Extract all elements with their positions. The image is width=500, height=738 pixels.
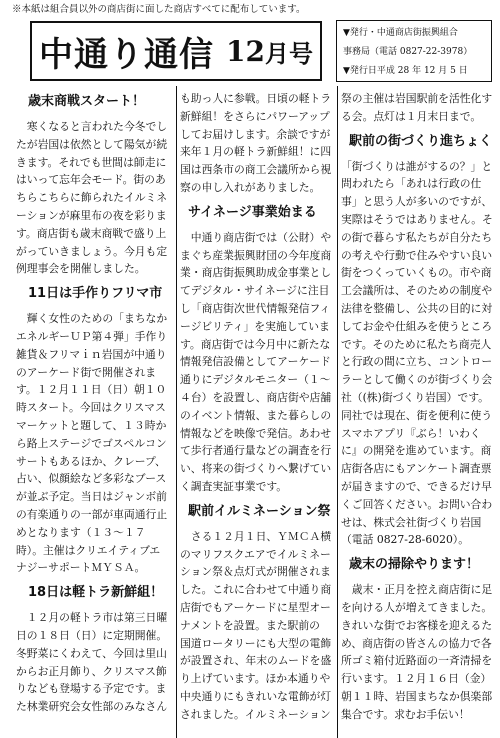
text-line: す。商店街では今月中に新たな [180,337,331,351]
text-line: た林業研究会女性部のみなさん [16,700,168,714]
text-line: くご回答ください。お問い合わ [341,497,493,511]
text-line: に』の開発を進めています。商 [341,444,492,458]
publisher-name: ▼発行・中通商店街振興組合 [343,28,458,38]
article-body [180,229,334,496]
text-line: マーケットと題して、１３時か [16,418,167,432]
text-line: のイベント情報、また暮らしの [180,408,332,422]
text-line: 寒くなると言われた今冬でし [16,120,168,133]
article-year-end-sale [16,92,172,278]
text-line: す。１２月１１日（日）朝１０ [16,383,167,397]
text-line: 歳末・正月を控え商店街に足 [341,583,493,597]
text-line: たが岩国は依然として陽気が続 [16,137,168,151]
column-2 [180,86,334,738]
text-line: く調査実証事業です。 [180,479,288,493]
article-body [341,90,495,126]
text-line: ション祭＆点灯式が開催されま [180,565,331,579]
text-line: ナジーサポートＭＹＳＡ。 [16,561,146,575]
text-line: も助っ人に参戦。日頃の軽トラ [180,92,332,105]
text-line: スマホアプリ『ぶら！いわく [341,426,481,440]
text-line: 問われたら「あれは行政の仕 [341,177,482,191]
article-heading: 歳末商戦スタート！ [28,94,146,109]
text-line: の街で暮らす私たちが自分たち [341,230,493,244]
text-line: が並ぶ予定。当日はジャンボ前 [16,490,167,504]
text-line: りなども登場する予定です。ま [16,682,167,696]
column-3 [341,86,495,738]
text-line: してお届けします。余談ですが [180,127,331,141]
article-body [16,310,172,577]
text-line: してお金や仕組みを使うところ [341,319,493,333]
text-line: し「商店街次世代情報発信フィ [180,301,331,315]
text-line: 時）。主催はクリエイティブエ [16,543,161,557]
text-line: 日の１８日（日）に定期開催。 [16,628,168,642]
issue-suffix: 月号 [264,38,313,68]
article-body [341,158,495,550]
article-body [16,118,172,278]
text-line: 実際はそうではありません。そ [341,212,493,226]
text-line: 事」と思う人が多いのですが、 [341,195,493,209]
text-line: 国は西条市の商工会議所から視 [180,163,332,177]
text-line: り上げています。ほか本通りや [180,672,331,686]
article-kei-truck-market-continued [180,90,334,197]
article-heading: 駅前の街づくり進ちょく [349,133,493,149]
text-line: が設置され、年末のムードを盛 [180,654,332,668]
article-heading: 11日は手作りフリマ市 [28,286,163,302]
text-line: 店街でもアーケードに星型オー [180,600,331,614]
publisher-office-phone: 事務局（電話 0827-22-3978） [343,47,473,57]
text-line: エネルギーＵＰ第４弾」手作り [16,329,168,343]
text-line: 来年１月の軽トラ新鮮組！に四 [180,145,332,159]
article-year-end-cleanup [341,555,495,723]
text-line: さる１２月１日、ＹＭＣＡ横 [180,529,332,543]
article-heading: サイネージ事業始まる [188,204,317,220]
text-line: 集合です。求むお手伝い！ [341,707,470,721]
text-line: 店街各店にもアンケート調査票 [341,462,492,476]
text-line: 雑貨＆フリマｉｎ岩国が中通り [16,347,167,361]
text-line: 中通り商店街では（公財）や [180,230,332,244]
publisher-info [336,20,492,82]
text-line: の有楽通りの一部が車両通行止 [16,507,168,521]
text-line: 例理事会を開催しました。 [16,262,146,276]
article-digital-signage [180,203,334,496]
text-line: きれいな街でお客様を迎えるた [341,618,493,632]
text-line: い、将来の街づくりへ繋げてい [180,462,332,476]
text-line: 輝く女性のための「まちなか [16,312,168,326]
text-line: ４台）を設置し、商店街や店舗 [180,390,332,404]
text-line: 行います。１２月１６日（金） [341,672,492,686]
column-1 [16,86,172,738]
text-line: す。商店街も歳末商戦で盛り上 [16,226,167,240]
text-line: 察の申し入れがありました。 [180,180,321,194]
text-line: からお正月飾り、クリスマス飾 [16,664,167,678]
article-heading: 駅前イルミネーション祭 [188,503,331,519]
article-body [16,609,172,716]
text-line: 冬野菜にくわえて、今回は里山 [16,646,167,660]
text-line: 業・商店街振興助成金事業とし [180,266,332,280]
text-line: せは、株式会社街づくり岩国 [341,515,482,529]
text-line: 祭の主催は岩国駅前を活性化す [341,92,493,105]
text-line: まぐち産業振興財団の今年度商 [180,248,332,262]
text-line: ージビリティ」を実施していま [180,319,330,333]
text-line: を向ける人が増えてきました。 [341,600,493,614]
article-handmade-flea-market [16,284,172,577]
text-line: 法律を整備し、公共の目的に対 [341,301,493,315]
distribution-notice: ※本紙は組合員以外の商店街に面した商店すべてに配布しています。 [12,4,306,15]
text-line: のマリフスクエアでイルミネー [180,547,331,561]
text-line: が届きますので、できるだけ早 [341,479,492,493]
text-line: （電話 0827-28-6020）。 [341,533,470,547]
text-line: 国道ロータリーにも大型の電飾 [180,636,332,650]
text-line: がっていきましょう。今月も定 [16,244,168,258]
masthead [30,21,322,81]
article-body [180,528,334,724]
text-line: 所ゴミ箱付近路面の一斉清掃を [341,654,493,668]
text-line: る会。点灯は１月末日まで。 [341,109,482,123]
column-divider [337,86,338,738]
text-line: 中央通りにもきれいな電飾が灯 [180,689,332,703]
article-heading: 歳末の掃除やります！ [349,557,480,573]
text-line: 社（(株)街づくり岩国）です。 [341,390,489,404]
article-station-town-planning [341,132,495,550]
article-body [341,581,495,723]
article-heading: 18日は軽トラ新鮮組！ [28,585,164,601]
text-line: のアーケード街で開催されま [16,365,157,379]
text-line: きます。それでも世間は師走に [16,155,167,169]
text-line: てデジタル・サイネージに注目 [180,284,330,298]
text-line: の考えや行動で住みやすい良い [341,248,493,262]
text-line: １２月の軽トラ市は第三日曜 [16,611,168,625]
text-line: て歩行者通行量などの調査を行 [180,444,332,458]
text-line: サートもあるほか、クレープ、 [16,454,166,468]
article-station-illumination [180,502,334,724]
text-line: 情報などを映像で発信。あわせ [180,426,332,440]
text-line: 朝１１時、岩国まちなか倶楽部 [341,689,493,703]
text-line: はいって忘年会モード。街のあ [16,173,166,187]
text-line: 情報発信設備としてアーケード [180,355,331,369]
text-line: ナメントを設置。また駅前の [180,618,320,632]
text-line: 通りにデジタルモニター（１～ [180,373,331,387]
text-line: ーションが麻里布の夜を彩りま [16,208,167,222]
issue-number: 12 [226,34,265,68]
article-station-illumination-continued [341,90,495,126]
text-line: と行政の間に立ち、コントロー [341,355,493,369]
article-kei-truck-market [16,583,172,716]
text-line: 時スタート。今回はクリスマス [16,401,166,415]
text-line: ラーとして働くのが街づくり会 [341,373,493,387]
text-line: 工会議所は、そのための制度や [341,284,493,298]
publication-date: ▼発行日平成 28 年 12 月 5 日 [343,66,468,76]
text-line: した。これに合わせて中通り商 [180,583,332,597]
text-line: 同社では現在、街を便利に使う [341,408,493,422]
text-line: め、商店街の皆さんの協力で各 [341,636,492,650]
column-divider [176,86,177,738]
newsletter-title: 中通り通信 [39,34,215,75]
text-line: です。そのために私たち商売人 [341,337,492,351]
text-line: 新鮮組！をさらにパワーアップ [180,109,330,123]
text-line: ら路上ステージでゴスペルコン [16,436,167,450]
text-line: 街をつくっていくもの。市や商 [341,266,492,280]
text-line: 占い、似顔絵など多彩なブース [16,472,167,486]
text-line: されました。イルミネーション [180,707,331,721]
text-line: ちらこちらに飾られたイルミネ [16,191,168,205]
text-line: めとなります（１３～１７ [16,525,146,539]
article-body [180,90,334,197]
text-line: 「街づくりは誰がするの？」と [341,159,493,173]
